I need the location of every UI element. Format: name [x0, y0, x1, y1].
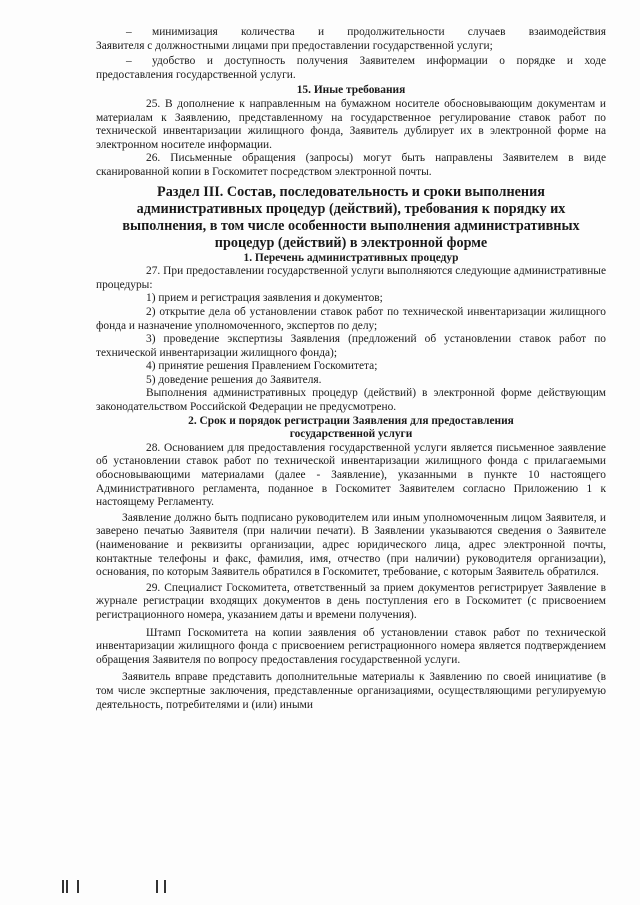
scan-mark — [66, 880, 68, 893]
paragraph-26: 26. Письменные обращения (запросы) могут быть направлены Заявителем в виде сканированной копии в Госкомитет посредством электронной почты. — [96, 152, 606, 178]
list-item: 3) проведение экспертизы Заявления (предложений об установлении ставок работ по технической инвентаризации жилищного фонда); — [96, 333, 606, 359]
dash-bullet: – — [126, 55, 132, 68]
dash-bullet: – — [126, 26, 132, 38]
paragraph-28b: Заявление должно быть подписано руководителем или иным уполномоченным лицом Заявителя, и заверено печатью Заявителя (при наличии печати). В Заявлении указываются сведения о Заявителе (наименование и реквизиты организации, адрес юридического лица, адрес электронной почты, контактные телефоны и факс, фамилия, имя, отчество (при наличии) руководителя организации), основания, по которым Заявитель обратился в Госкомитет, требование, с которым Заявитель обратился. — [96, 511, 606, 579]
scan-marks — [0, 880, 640, 900]
scan-mark — [62, 880, 64, 893]
list-item: 4) принятие решения Правлением Госкомитета; — [146, 360, 378, 373]
list-item: 5) доведение решения до Заявителя. — [146, 373, 322, 386]
list-item — [96, 55, 606, 69]
list-item: 1) прием и регистрация заявления и документов; — [146, 292, 383, 305]
subsection-heading-1: 1. Перечень административных процедур — [243, 251, 459, 264]
paragraph-28: 28. Основанием для предоставления государственной услуги является письменное заявление об установлении ставок работ по технической инвентаризации жилищного фонда с прилагаемыми обосновывающими материалами (далее - Заявление), указанными в пункте 10 настоящего Административного регламента, поданное в Госкомитет Заявителем согласно Приложению 1 к настоящему Регламенту. — [96, 441, 606, 509]
section-heading-15: 15. Иные требования — [296, 84, 406, 97]
paragraph-27: 27. При предоставлении государственной услуги выполняются следующие административные процедуры: — [96, 265, 606, 291]
paragraph-text: удобство и доступность получения Заявителем информации о порядке и ходе — [152, 55, 606, 68]
subsection-heading-2-line2: государственной услуги — [289, 428, 413, 441]
paragraph-text: предоставления государственной услуги. — [96, 68, 296, 81]
paragraph-electronic: Выполнения административных процедур (действий) в электронной форме действующим законодательством Российской Федерации не предусмотрено. — [96, 387, 606, 414]
paragraph-text: Заявителя с должностными лицами при предоставлении государственной услуги; — [96, 39, 493, 52]
subsection-heading-2-line1: 2. Срок и порядок регистрации Заявления для предоставления — [188, 414, 514, 427]
section-3-title: Раздел III. Состав, последовательность и сроки выполнения административных процедур (действий), требования к порядку их выполнения, в том числе особенности выполнения административных процедур (действий) в электронной форме — [122, 183, 580, 251]
subsection-heading-2 — [96, 415, 606, 442]
paragraph-29: 29. Специалист Госкомитета, ответственный за прием документов регистрирует Заявление в журнале регистрации входящих документов в день поступления его в Госкомитет (с присвоением регистрационного номера, указанием даты и времени получения). — [96, 581, 606, 621]
list-item: 2) открытие дела об установлении ставок работ по технической инвентаризации жилищного фонда и назначение уполномоченного, экспертов по делу; — [96, 305, 606, 332]
scan-mark — [77, 880, 79, 893]
paragraph-text: минимизация количества и продолжительности случаев взаимодействия — [152, 26, 606, 38]
paragraph-stamp: Штамп Госкомитета на копии заявления об установлении ставок работ по технической инвентаризации жилищного фонда с присвоением регистрационного номера является подтверждением обращения Заявителя по вопросу предоставления государственной услуги. — [96, 626, 606, 666]
scan-mark — [164, 880, 166, 893]
list-item — [96, 26, 606, 40]
document-body — [96, 26, 606, 712]
paragraph-25: 25. В дополнение к направленным на бумажном носителе обосновывающим документам и материалам к Заявлению, представленному на государственное регулирование ставок работ по технической инвентаризации жилищного фонда, Заявитель дублирует их в электронной форме на электронном носителе информации. — [96, 97, 606, 151]
paragraph-last: Заявитель вправе представить дополнительные материалы к Заявлению по своей инициативе (в том числе экспертные заключения, представленные организациями, осуществляющими регулируемую деятельность, потребителями и (или) иными — [96, 671, 606, 711]
scan-mark — [156, 880, 158, 893]
